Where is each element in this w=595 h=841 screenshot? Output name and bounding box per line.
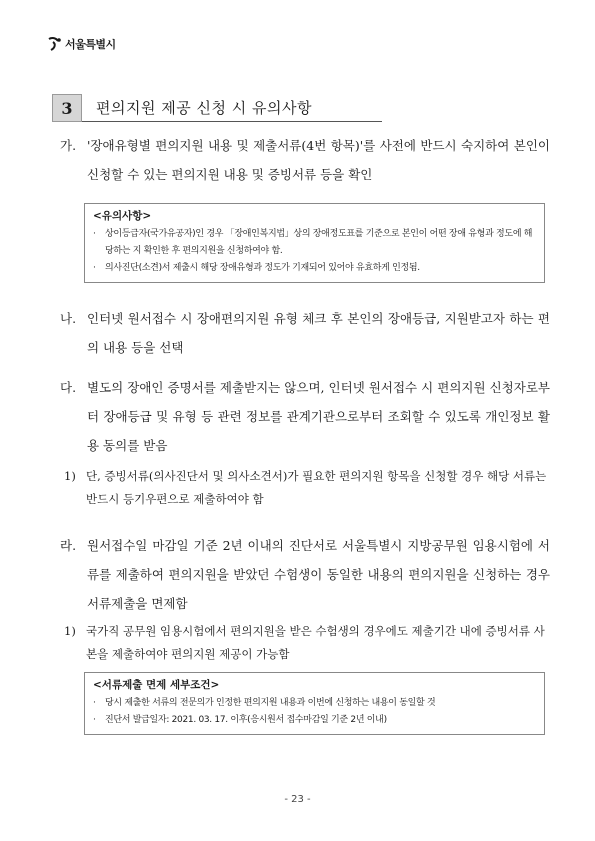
condition-box-item (93, 695, 536, 712)
bullet: · (93, 715, 96, 725)
section-title: 편의지원 제공 신청 시 유의사항 (82, 94, 382, 122)
subitem-label: 1) (64, 624, 76, 638)
bullet: · (93, 263, 96, 273)
logo-text: 서울특별시 (65, 38, 116, 51)
item-text: 원서접수일 마감일 기준 2년 이내의 진단서로 서울특별시 지방공무원 임용시험에 서류를 제출하여 편의지원을 받았던 수험생이 동일한 내용의 편의지원을 신청하는 경우 서류제출을 면제함 (87, 538, 550, 611)
subitem-label: 1) (64, 469, 76, 483)
notice-box-text: 의사진단(소견)서 제출시 해당 장애유형과 정도가 기재되어 있어야 유효하게 인정됨. (105, 263, 420, 273)
item-ra (60, 531, 550, 618)
item-na (60, 304, 550, 362)
condition-box-title: <서류제출 면제 세부조건> (93, 679, 220, 691)
page-number: - 23 - (284, 794, 311, 805)
item-text: 별도의 장애인 증명서를 제출받지는 않으며, 인터넷 원서접수 시 편의지원 신청자로부터 장애등급 및 유형 등 관련 정보를 관계기관으로부터 조회할 수 있도록 개인정보 활용 동의를 받음 (87, 380, 550, 453)
section-heading (52, 94, 382, 122)
condition-box (84, 672, 545, 735)
item-label: 나. (60, 311, 77, 326)
condition-box-text: 진단서 발급일자: 2021. 03. 17. 이후(응시원서 접수마감일 기준 2년 이내) (105, 715, 387, 725)
condition-box-text: 당시 제출한 서류의 전문의가 인정한 편의지원 내용과 이번에 신청하는 내용이 동일할 것 (105, 698, 436, 708)
item-text: '장애유형별 편의지원 내용 및 제출서류(4번 항목)'를 사전에 반드시 숙지하여 본인이 신청할 수 있는 편의지원 내용 및 증빙서류 등을 확인 (87, 138, 550, 182)
condition-box-item (93, 712, 536, 729)
seoul-logo (46, 36, 116, 52)
notice-box-item (93, 226, 536, 260)
item-label: 다. (60, 380, 77, 395)
subitem-text: 국가직 공무원 임용시험에서 편의지원을 받은 수험생의 경우에도 제출기간 내에 증빙서류 사본을 제출하여야 편의지원 제공이 가능함 (86, 624, 545, 661)
item-label: 가. (60, 138, 77, 153)
subitem-text: 단, 증빙서류(의사진단서 및 의사소견서)가 필요한 편의지원 항목을 신청할 경우 해당 서류는 반드시 등기우편으로 제출하여야 함 (86, 469, 547, 506)
seoul-emblem-icon (46, 36, 62, 52)
bullet: · (93, 229, 96, 239)
notice-box-title: <유의사항> (93, 210, 152, 222)
subitem-ra-1 (64, 620, 554, 666)
bullet: · (93, 698, 96, 708)
notice-box (84, 203, 545, 283)
item-ga (60, 131, 550, 189)
item-da (60, 373, 550, 460)
notice-box-item (93, 260, 536, 277)
subitem-da-1 (64, 465, 554, 511)
item-text: 인터넷 원서접수 시 장애편의지원 유형 체크 후 본인의 장애등급, 지원받고자 하는 편의 내용 등을 선택 (87, 311, 550, 355)
section-number: 3 (52, 94, 82, 122)
item-label: 라. (60, 538, 77, 553)
notice-box-text: 상이등급자(국가유공자)인 경우 「장애인복지법」상의 장애정도표를 기준으로 본인이 어떤 장애 유형과 정도에 해당하는 지 확인한 후 편의지원을 신청하여야 함. (105, 229, 533, 256)
